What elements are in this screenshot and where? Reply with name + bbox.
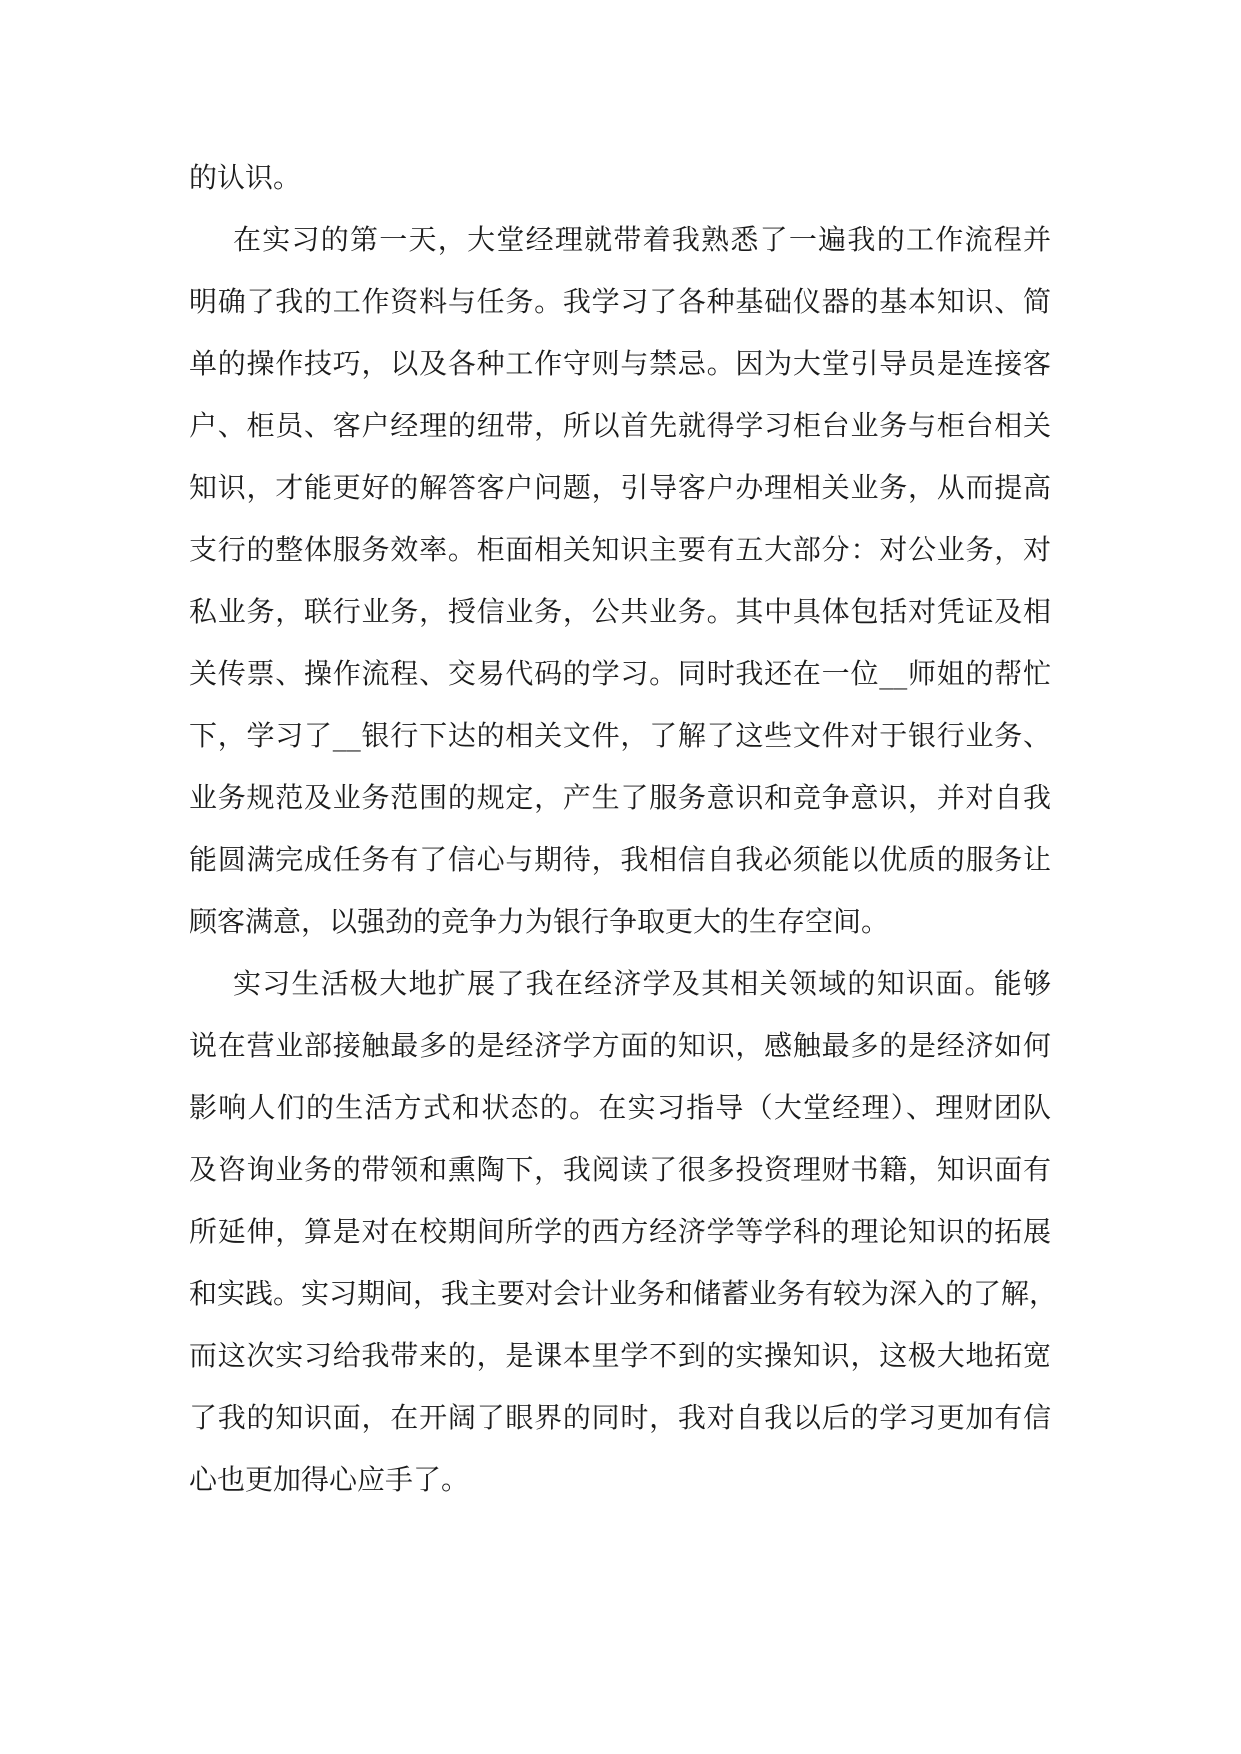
text-line: 单的操作技巧，以及各种工作守则与禁忌。因为大堂引导员是连接客 [189, 347, 1051, 380]
text-line: 说在营业部接触最多的是经济学方面的知识，感触最多的是经济如何 [189, 1029, 1051, 1062]
paragraph-last-line: 顾客满意，以强劲的竞争力为银行争取更大的生存空间。 [189, 905, 890, 938]
text-line: 私业务，联行业务，授信业务，公共业务。其中具体包括对凭证及相 [189, 595, 1051, 628]
text-line: 影响人们的生活方式和状态的。在实习指导（大堂经理）、理财团队 [189, 1091, 1051, 1124]
text-line: 知识，才能更好的解答客户问题，引导客户办理相关业务，从而提高 [189, 471, 1051, 504]
paragraph-first-line: 在实习的第一天，大堂经理就带着我熟悉了一遍我的工作流程并 [233, 223, 1051, 256]
text-line: 及咨询业务的带领和熏陶下，我阅读了很多投资理财书籍，知识面有 [189, 1153, 1051, 1186]
text-line: 所延伸，算是对在校期间所学的西方经济学等学科的理论知识的拓展 [189, 1215, 1051, 1248]
text-line: 下，学习了__银行下达的相关文件，了解了这些文件对于银行业务、 [189, 719, 1051, 752]
text-line: 能圆满完成任务有了信心与期待，我相信自我必须能以优质的服务让 [189, 843, 1051, 876]
text-line: 业务规范及业务范围的规定，产生了服务意识和竞争意识，并对自我 [189, 781, 1051, 814]
text-line: 支行的整体服务效率。柜面相关知识主要有五大部分：对公业务，对 [189, 533, 1051, 566]
paragraph-last-line: 心也更加得心应手了。 [189, 1463, 470, 1496]
paragraph-first-line: 实习生活极大地扩展了我在经济学及其相关领域的知识面。能够 [233, 967, 1051, 1000]
text-line: 而这次实习给我带来的，是课本里学不到的实操知识，这极大地拓宽 [189, 1339, 1051, 1372]
text-line: 了我的知识面，在开阔了眼界的同时，我对自我以后的学习更加有信 [189, 1401, 1051, 1434]
text-line: 户、柜员、客户经理的纽带，所以首先就得学习柜台业务与柜台相关 [189, 409, 1051, 442]
text-line: 明确了我的工作资料与任务。我学习了各种基础仪器的基本知识、简 [189, 285, 1051, 318]
text-line: 关传票、操作流程、交易代码的学习。同时我还在一位__师姐的帮忙 [189, 657, 1051, 690]
text-line: 和实践。实习期间，我主要对会计业务和储蓄业务有较为深入的了解， [189, 1277, 1058, 1310]
text-line: 的认识。 [189, 161, 302, 194]
